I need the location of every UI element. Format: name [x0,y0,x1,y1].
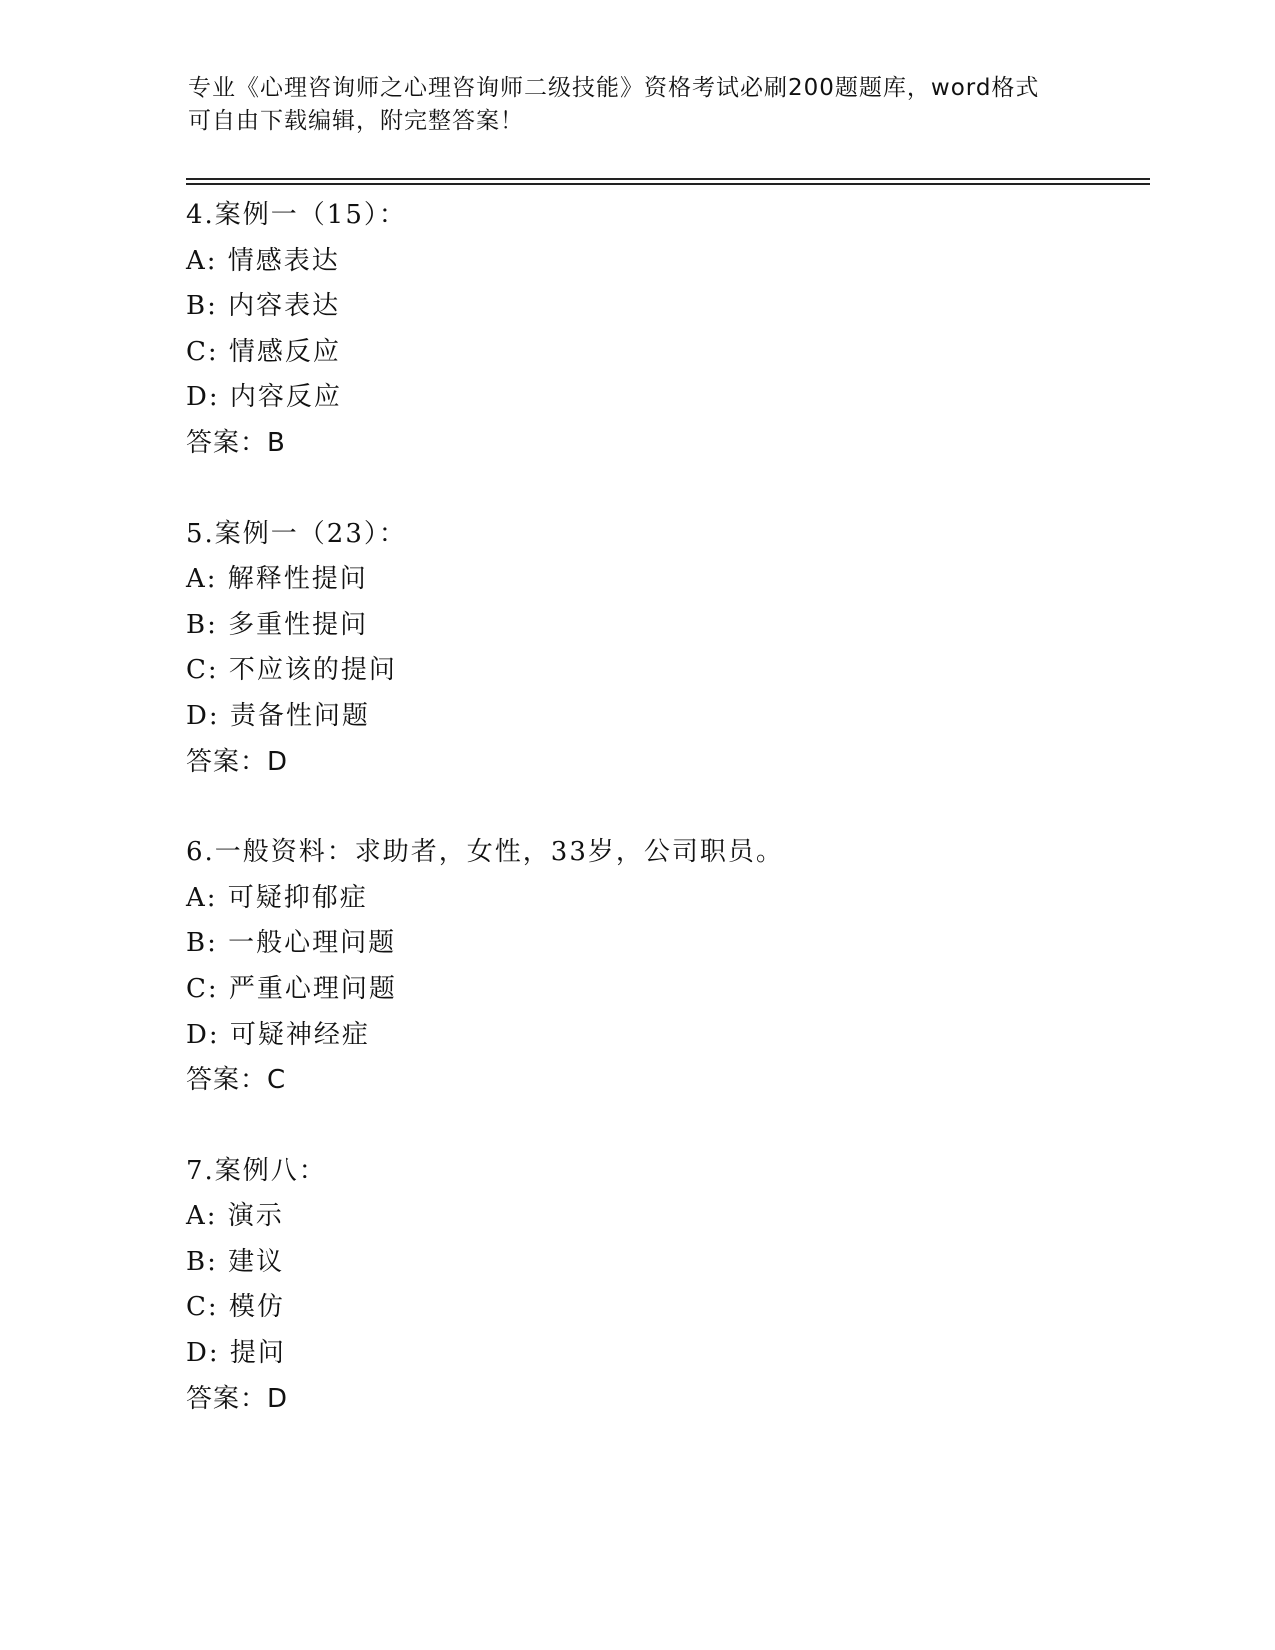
answer-line: 答案：C [186,1065,287,1096]
option-d: D: 责备性问题 [186,700,370,731]
question-stem: 4.案例一（15）： [186,200,407,230]
option-c: C: 模仿 [186,1292,285,1323]
question-item [186,830,1146,1104]
question-stem: 6.一般资料：求助者，女性，33岁，公司职员。 [186,837,784,868]
option-a: A: 演示 [186,1201,284,1232]
option-d: D: 提问 [186,1338,286,1369]
option-c: C: 不应该的提问 [186,655,397,686]
option-c: C: 严重心理问题 [186,973,397,1004]
option-d: D: 内容反应 [186,382,342,413]
question-item [186,1149,1146,1423]
answer-line: 答案：B [186,427,286,458]
answer-line: 答案：D [186,1383,289,1414]
header-divider-top [186,178,1150,180]
option-b: B: 内容表达 [186,291,341,322]
option-b: B: 多重性提问 [186,609,369,640]
option-a: A: 解释性提问 [186,564,368,595]
question-stem: 7.案例八： [186,1155,327,1186]
option-a: A: 情感表达 [186,245,340,276]
header-line-2: 可自由下载编辑，附完整答案！ [188,108,524,134]
option-b: B: 一般心理问题 [186,928,397,959]
option-a: A: 可疑抑郁症 [186,882,368,913]
option-c: C: 情感反应 [186,336,341,367]
question-list [186,193,1146,1467]
question-item [186,512,1146,786]
document-header [188,72,1088,138]
question-stem: 5.案例一（23）： [186,518,407,549]
header-divider-bottom [186,183,1150,185]
option-d: D: 可疑神经症 [186,1019,370,1050]
header-line-1: 专业《心理咨询师之心理咨询师二级技能》资格考试必刷200题题库，word格式 [188,75,1040,101]
option-b: B: 建议 [186,1246,285,1277]
question-item [186,193,1146,467]
answer-line: 答案：D [186,746,289,777]
